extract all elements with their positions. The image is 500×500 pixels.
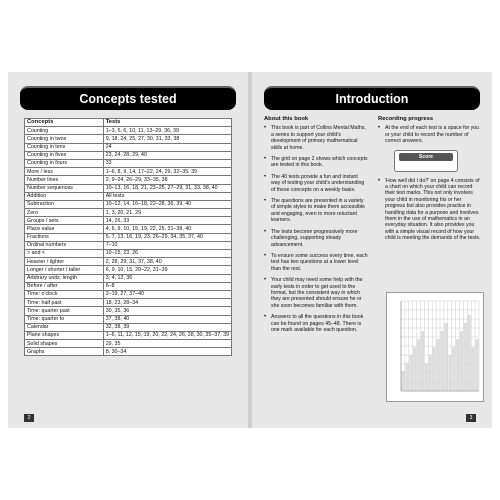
table-row bbox=[25, 340, 232, 348]
tests-cell: 1–6, 11, 12, 15, 19, 20, 22, 24, 26, 28, 30, 35–37, 39 bbox=[103, 331, 231, 339]
concepts-table bbox=[24, 118, 232, 356]
about-bullet-text: The 40 tests provide a fun and instant way of testing your child's understanding of these concepts on a weekly basis. bbox=[271, 173, 365, 193]
bullet-dot: • bbox=[264, 173, 267, 180]
chart-bar bbox=[413, 347, 416, 391]
about-bullet-text: Answers to all the questions in this book can be found on pages 45–48. There is one mark available for each question. bbox=[271, 314, 364, 333]
page-number-left: 2 bbox=[24, 414, 34, 422]
table-row bbox=[25, 209, 232, 217]
about-bullet-list bbox=[264, 125, 368, 333]
concept-cell: Time: quarter to bbox=[25, 315, 104, 323]
table-row bbox=[25, 307, 232, 315]
chart-bar bbox=[417, 339, 420, 391]
bullet-dot: • bbox=[264, 314, 267, 321]
concept-cell: Addition bbox=[25, 192, 104, 200]
tests-cell: 32, 38, 39 bbox=[103, 323, 231, 331]
page-number-right: 3 bbox=[466, 414, 476, 422]
tests-cell: 23, 24, 28, 29, 40 bbox=[103, 151, 231, 159]
table-row bbox=[25, 176, 232, 184]
table-row bbox=[25, 151, 232, 159]
tests-cell: 18, 23, 28–34 bbox=[103, 299, 231, 307]
chart-bar bbox=[468, 315, 471, 391]
about-bullet-text: The grid on page 2 shows which concepts are tested in this book. bbox=[271, 156, 368, 169]
chart-bar bbox=[405, 363, 408, 391]
concept-cell: Arbitrary units: length bbox=[25, 274, 104, 282]
concept-cell: Time: quarter past bbox=[25, 307, 104, 315]
about-bullet bbox=[264, 125, 368, 151]
chart-bar bbox=[429, 355, 432, 391]
tests-cell: 2–19, 27, 37–40 bbox=[103, 290, 231, 298]
recording-bullet-2-text: 'How well did I do?' on page 4 consists of a chart on which your child can record their test marks. This not only involves your child in monitoring his or her progress but also provides practice in handling data for a purpose and involves them in the use of mathematics in an everyday situation. It also provides you with a simple visual record of how your child is meeting the demands of the tests. bbox=[385, 177, 481, 242]
left-page-banner bbox=[20, 86, 236, 110]
concept-cell: Calendar bbox=[25, 323, 104, 331]
about-bullet bbox=[264, 174, 368, 193]
about-bullet bbox=[264, 314, 368, 333]
table-row bbox=[25, 331, 232, 339]
concept-cell: Counting in tens bbox=[25, 143, 104, 151]
right-page-banner bbox=[264, 86, 480, 110]
tests-cell: 33 bbox=[103, 159, 231, 167]
table-row bbox=[25, 217, 232, 225]
progress-chart-image bbox=[386, 292, 484, 402]
tests-cell: 10–13, 16, 18, 21, 23–25, 27–29, 31, 33, 38, 40 bbox=[103, 184, 231, 192]
score-box bbox=[394, 150, 458, 172]
tests-cell: 3, 4, 12, 36 bbox=[103, 274, 231, 282]
tests-cell: 24 bbox=[103, 143, 231, 151]
tests-cell: 6, 9, 10, 15, 20–22, 31–39 bbox=[103, 266, 231, 274]
bullet-dot: • bbox=[264, 277, 267, 284]
tests-cell: All tests bbox=[103, 192, 231, 200]
concept-cell: Counting in twos bbox=[25, 135, 104, 143]
about-bullet-text: To ensure some success every time, each test has two questions at a lower level than the rest. bbox=[271, 252, 368, 272]
table-row bbox=[25, 200, 232, 208]
table-row bbox=[25, 315, 232, 323]
recording-column bbox=[378, 116, 482, 247]
chart-bar bbox=[448, 355, 451, 391]
bullet-dot: • bbox=[264, 125, 267, 132]
table-row bbox=[25, 348, 232, 356]
chart-bar bbox=[472, 347, 475, 391]
about-bullet bbox=[264, 229, 368, 248]
about-bullet bbox=[264, 253, 368, 272]
concept-cell: Place value bbox=[25, 225, 104, 233]
table-row bbox=[25, 184, 232, 192]
about-column bbox=[264, 116, 368, 338]
header-tests: Tests bbox=[103, 119, 231, 127]
table-row bbox=[25, 168, 232, 176]
about-bullet bbox=[264, 198, 368, 224]
bullet-dot: • bbox=[378, 125, 381, 132]
table-row bbox=[25, 290, 232, 298]
table-row bbox=[25, 258, 232, 266]
tests-cell: 14, 26, 33 bbox=[103, 217, 231, 225]
concept-cell: Subtraction bbox=[25, 200, 104, 208]
right-page-title: Introduction bbox=[335, 92, 409, 106]
tests-cell: 2, 9–24, 26–29, 33–35, 38 bbox=[103, 176, 231, 184]
table-header-row bbox=[25, 119, 232, 127]
table-row bbox=[25, 299, 232, 307]
table-row bbox=[25, 266, 232, 274]
table-row bbox=[25, 233, 232, 241]
concept-cell: Plane shapes bbox=[25, 331, 104, 339]
concept-cell: > and < bbox=[25, 250, 104, 258]
tests-cell: 10–15, 23, 26 bbox=[103, 250, 231, 258]
chart-bar bbox=[464, 323, 467, 391]
concept-cell: Number lines bbox=[25, 176, 104, 184]
chart-bar bbox=[476, 339, 479, 391]
table-row bbox=[25, 127, 232, 135]
about-bullet-text: This book is part of Collins Mental Maths, a series to support your child's development of primary mathematical skills at home. bbox=[271, 125, 366, 151]
bullet-dot: • bbox=[264, 252, 267, 259]
left-page bbox=[8, 72, 248, 428]
tests-cell: 1, 3, 20, 21, 29 bbox=[103, 209, 231, 217]
recording-bullet-1 bbox=[378, 125, 482, 144]
about-bullet-text: Your child may need some help with the early tests in order to get used to the format, but the consistent way in which they are presented should ensure he or she soon becomes familiar with them. bbox=[271, 277, 363, 309]
progress-chart-graphic bbox=[387, 293, 483, 401]
tests-cell: 1–3, 5, 6, 10, 11, 13–29, 36, 39 bbox=[103, 127, 231, 135]
chart-bar bbox=[425, 363, 428, 391]
concept-cell: Heavier / lighter bbox=[25, 258, 104, 266]
chart-bar bbox=[437, 339, 440, 391]
bullet-dot: • bbox=[264, 198, 267, 205]
header-concepts: Concepts bbox=[25, 119, 104, 127]
concept-cell: Ordinal numbers bbox=[25, 241, 104, 249]
concept-cell: Before / after bbox=[25, 282, 104, 290]
concept-cell: More / less bbox=[25, 168, 104, 176]
chart-bar bbox=[441, 331, 444, 391]
tests-cell: 29, 35 bbox=[103, 340, 231, 348]
bullet-dot: • bbox=[264, 228, 267, 235]
concept-cell: Time: o'clock bbox=[25, 290, 104, 298]
tests-cell: 2, 28, 29, 31, 37, 38, 40 bbox=[103, 258, 231, 266]
table-row bbox=[25, 323, 232, 331]
about-bullet bbox=[264, 277, 368, 309]
chart-bar bbox=[402, 371, 405, 391]
tests-cell: 10–12, 14, 16–18, 22–28, 36, 39, 40 bbox=[103, 200, 231, 208]
tests-cell: 6–8 bbox=[103, 282, 231, 290]
about-bullet-text: The tests become progressively more challenging, supporting steady advancement. bbox=[271, 228, 358, 248]
concept-cell: Time: half past bbox=[25, 299, 104, 307]
concept-cell: Counting bbox=[25, 127, 104, 135]
chart-bar bbox=[444, 323, 447, 391]
left-page-title: Concepts tested bbox=[79, 92, 177, 106]
table-row bbox=[25, 274, 232, 282]
table-row bbox=[25, 241, 232, 249]
score-label: Score bbox=[399, 153, 453, 161]
concept-cell: Zero bbox=[25, 209, 104, 217]
concept-cell: Number sequences bbox=[25, 184, 104, 192]
concept-cell: Graphs bbox=[25, 348, 104, 356]
bullet-dot: • bbox=[264, 156, 267, 163]
concept-cell: Counting in fours bbox=[25, 159, 104, 167]
bullet-dot: • bbox=[378, 177, 381, 184]
chart-bar bbox=[421, 331, 424, 391]
tests-cell: 8, 30–34 bbox=[103, 348, 231, 356]
table-row bbox=[25, 159, 232, 167]
table-body bbox=[25, 127, 232, 356]
concept-cell: Fractions bbox=[25, 233, 104, 241]
concept-cell: Groups / sets bbox=[25, 217, 104, 225]
concept-cell: Counting in fives bbox=[25, 151, 104, 159]
recording-bullet-1-text: At the end of each test is a space for you or your child to record the number of correct answers. bbox=[385, 125, 480, 145]
about-bullet-text: The questions are presented in a variety of simple styles to make them accessible and engaging, even to more reluctant learners. bbox=[271, 198, 365, 224]
table-row bbox=[25, 282, 232, 290]
recording-heading: Recording progress bbox=[378, 116, 434, 122]
concept-cell: Longer / shorter / taller bbox=[25, 266, 104, 274]
book-spread bbox=[8, 72, 492, 428]
table-row bbox=[25, 135, 232, 143]
chart-bar bbox=[456, 339, 459, 391]
tests-cell: 30, 35, 36 bbox=[103, 307, 231, 315]
about-bullet bbox=[264, 156, 368, 169]
concept-cell: Solid shapes bbox=[25, 340, 104, 348]
right-page bbox=[252, 72, 492, 428]
table-row bbox=[25, 250, 232, 258]
table-row bbox=[25, 192, 232, 200]
tests-cell: 7–10 bbox=[103, 241, 231, 249]
tests-cell: 1–6, 8, 9, 14, 17–22, 24, 29, 32–35, 39 bbox=[103, 168, 231, 176]
tests-cell: 4, 6, 9, 10, 15, 19, 22, 25, 31–38, 40 bbox=[103, 225, 231, 233]
table-row bbox=[25, 225, 232, 233]
about-heading: About this book bbox=[264, 116, 309, 122]
tests-cell: 37, 38, 40 bbox=[103, 315, 231, 323]
chart-bar bbox=[409, 355, 412, 391]
tests-cell: 5, 7, 13, 16, 19, 23, 26–29, 34, 35, 37, 40 bbox=[103, 233, 231, 241]
recording-bullet-2 bbox=[378, 178, 482, 242]
tests-cell: 9, 18, 24, 25, 27, 30, 31, 33, 38 bbox=[103, 135, 231, 143]
chart-bar bbox=[433, 347, 436, 391]
chart-bar bbox=[452, 347, 455, 391]
table-row bbox=[25, 143, 232, 151]
chart-bar bbox=[460, 331, 463, 391]
